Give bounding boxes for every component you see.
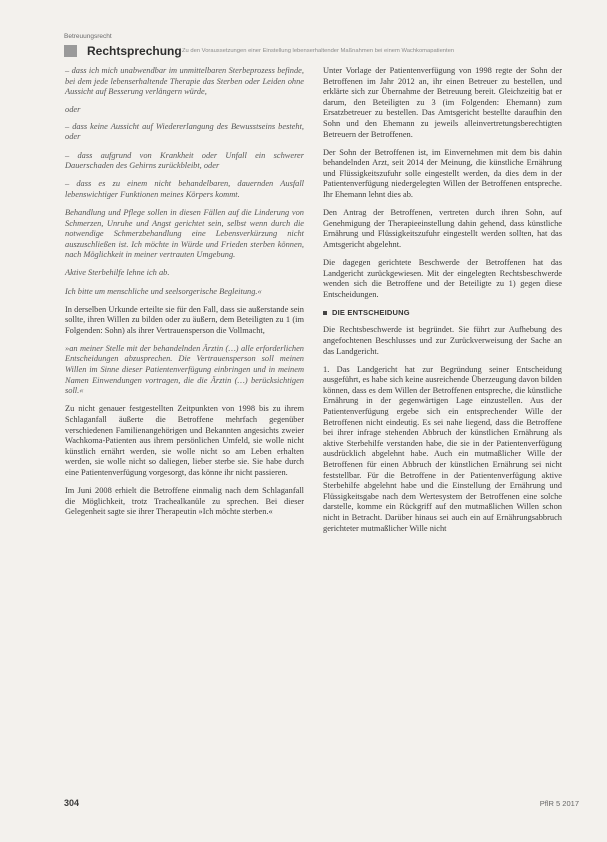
right-column bbox=[323, 66, 562, 542]
quoted-paragraph: oder bbox=[65, 105, 81, 115]
left-column bbox=[65, 66, 304, 525]
journal-reference: PflR 5 2017 bbox=[539, 799, 579, 808]
body-paragraph: Die dagegen gerichtete Beschwerde der Betroffenen hat das Landgericht zurückgewiesen. Mit der eingelegten Rechtsbeschwerde wenden sich die Betroffene und der Beteiligte zu 1) gegen diese Entscheidungen. bbox=[323, 258, 562, 299]
quoted-paragraph: – dass aufgrund von Krankheit oder Unfall ein schwerer Dauerschaden des Gehirns zurückbleibt, oder bbox=[65, 150, 304, 171]
quoted-paragraph: »an meiner Stelle mit der behandelnden Ärztin (…) alle erforderlichen Entscheidungen abzusprechen. Die Vertrauensperson soll meinen Willen im Sinne dieser Patientenverfügung einbringen und in meinem Namen Einwendungen vortragen, die die Ärztin (…) berücksichtigen soll.« bbox=[65, 343, 304, 396]
header-title: Rechtsprechung bbox=[87, 44, 182, 58]
body-paragraph: Die Rechtsbeschwerde ist begründet. Sie führt zur Aufhebung des angefochtenen Beschlusses und zur Zurückverweisung der Sache an das Landgericht. bbox=[323, 325, 562, 356]
quoted-paragraph: – dass es zu einem nicht behandelbaren, dauernden Ausfall lebenswichtiger Funktionen meines Körpers kommt. bbox=[65, 179, 304, 199]
quoted-paragraph: – dass keine Aussicht auf Wiedererlangung des Bewusstseins besteht, oder bbox=[65, 121, 304, 142]
header-subtitle: Zu den Voraussetzungen einer Einstellung lebenserhaltender Maßnahmen bei einem Wachkomapatienten bbox=[182, 48, 455, 54]
page-header bbox=[64, 44, 578, 58]
heading-bullet-icon bbox=[323, 311, 327, 315]
quoted-paragraph: Behandlung und Pflege sollen in diesen Fällen auf die Linderung von Schmerzen, Unruhe und Angst gerichtet sein, selbst wenn durch die notwendige Schmerzbehandlung eine Lebensverkürzung nicht auszuschließen ist. Ich möchte in Würde und Frieden sterben können, nach Möglichkeit in meiner vertrauten Umgebung. bbox=[65, 207, 304, 260]
body-paragraph: Im Juni 2008 erhielt die Betroffene einmalig nach dem Schlaganfall die Möglichkeit, trotz Trachealkanüle zu sprechen. Bei dieser Gelegenheit sagte sie ihrer Therapeutin »Ich möchte sterben.« bbox=[65, 486, 304, 517]
section-heading bbox=[323, 308, 562, 317]
body-paragraph: Der Sohn der Betroffenen ist, im Einvernehmen mit dem bis dahin behandelnden Arzt, seit 2014 der Meinung, die künstliche Ernährung und Flüssigkeitszufuhr solle eingestellt werden, da dies dem in der Patientenverfügung niedergelegten Willen der Betroffenen entspreche. Ihr Ehemann lehnt dies ab. bbox=[323, 147, 562, 200]
quoted-paragraph: Ich bitte um menschliche und seelsorgerische Begleitung.« bbox=[65, 286, 262, 296]
body-paragraph: Zu nicht genauer festgestellten Zeitpunkten von 1998 bis zu ihrem Schlaganfall äußerte die Betroffene mehrfach gegenüber verschiedenen Familienangehörigen und Bekannten angesichts zweier Wachkoma-Patienten aus ihrem persönlichen Umfeld, sie wolle nicht künstlich ernährt werden, sie wolle nicht so am Leben erhalten werden, sie wolle nicht so daliegen, lieber sterbe sie. Sie habe durch eine Patientenverfügung vorgesorgt, das könne ihr nicht passieren. bbox=[65, 404, 304, 477]
section-breadcrumb: Betreuungsrecht bbox=[64, 33, 112, 40]
header-bar-marker bbox=[64, 45, 77, 57]
body-paragraph: In derselben Urkunde erteilte sie für den Fall, dass sie außerstande sein sollte, ihren Willen zu bilden oder zu äußern, dem Beteiligten zu 1 (im Folgenden: Sohn) als ihrer Vertrauensperson die Vollmacht, bbox=[65, 304, 304, 335]
body-paragraph: Den Antrag der Betroffenen, vertreten durch ihren Sohn, auf Genehmigung der Therapieeinstellung dahin gehend, dass künstliche Ernährung und Flüssigkeitszufuhr eingestellt werden sollten, hat das Amtsgericht abgelehnt. bbox=[323, 208, 562, 249]
quoted-paragraph: – dass ich mich unabwendbar im unmittelbaren Sterbeprozess befinde, bei dem jede lebenserhaltende Therapie das Sterben oder Leiden ohne Aussicht auf Besserung verlängern würde, bbox=[65, 66, 304, 97]
page-number: 304 bbox=[64, 798, 80, 808]
page-footer bbox=[64, 798, 579, 810]
body-paragraph: Unter Vorlage der Patientenverfügung von 1998 regte der Sohn der Betroffenen im Jahr 2012 an, ihr einen Betreuer zu bestellen, und erklärte sich zur Übernahme der Betreuung bereit. Gleichzeitig bat er darum, den Beteiligten zu 3 (im Folgenden: Ehemann) zum Ersatzbetreuer zu bestellen. Das Amtsgericht bestellte daraufhin den Sohn und den Ehemann zu jeweils alleinvertretungsberechtigten Betreuern der Betroffenen. bbox=[323, 66, 562, 139]
section-heading-text: DIE ENTSCHEIDUNG bbox=[332, 308, 410, 318]
quoted-paragraph: Aktive Sterbehilfe lehne ich ab. bbox=[65, 268, 170, 278]
body-paragraph: 1. Das Landgericht hat zur Begründung seiner Entscheidung ausgeführt, es habe sich keine ausreichende Überzeugung davon bilden können, dass es dem Willen der Betroffenen entspreche, die künstliche Ernährung in der gegenwärtigen Lage einzustellen. Aus der Patientenverfügung ergebe sich ein entsprechender Wille der Betroffenen nicht eindeutig. Es sei nahe liegend, dass die Betroffene bei ihrer infrage stehenden Abbruch der künstlichen Ernährung als aktive Sterbehilfe verstanden habe, die sie in der Patientenverfügung ausdrücklich abgelehnt habe. Auch ein mutmaßlicher Wille der Betroffenen für einen Abbruch der künstlichen Ernährung sei nicht feststellbar. Für die Betroffene in der Patientenverfügung aktive Sterbehilfe abgelehnt habe und die Einstellung der Ernährung und Flüssigkeitsgabe nach dem Wertesystem der Betroffenen eine solche darstelle, komme ein Rückgriff auf den mutmaßlichen Willen schon nicht in Betracht. Darüber hinaus sei auch ein auf Ernährungsabbruch gerichteter mutmaßlicher Wille nicht bbox=[323, 364, 562, 533]
